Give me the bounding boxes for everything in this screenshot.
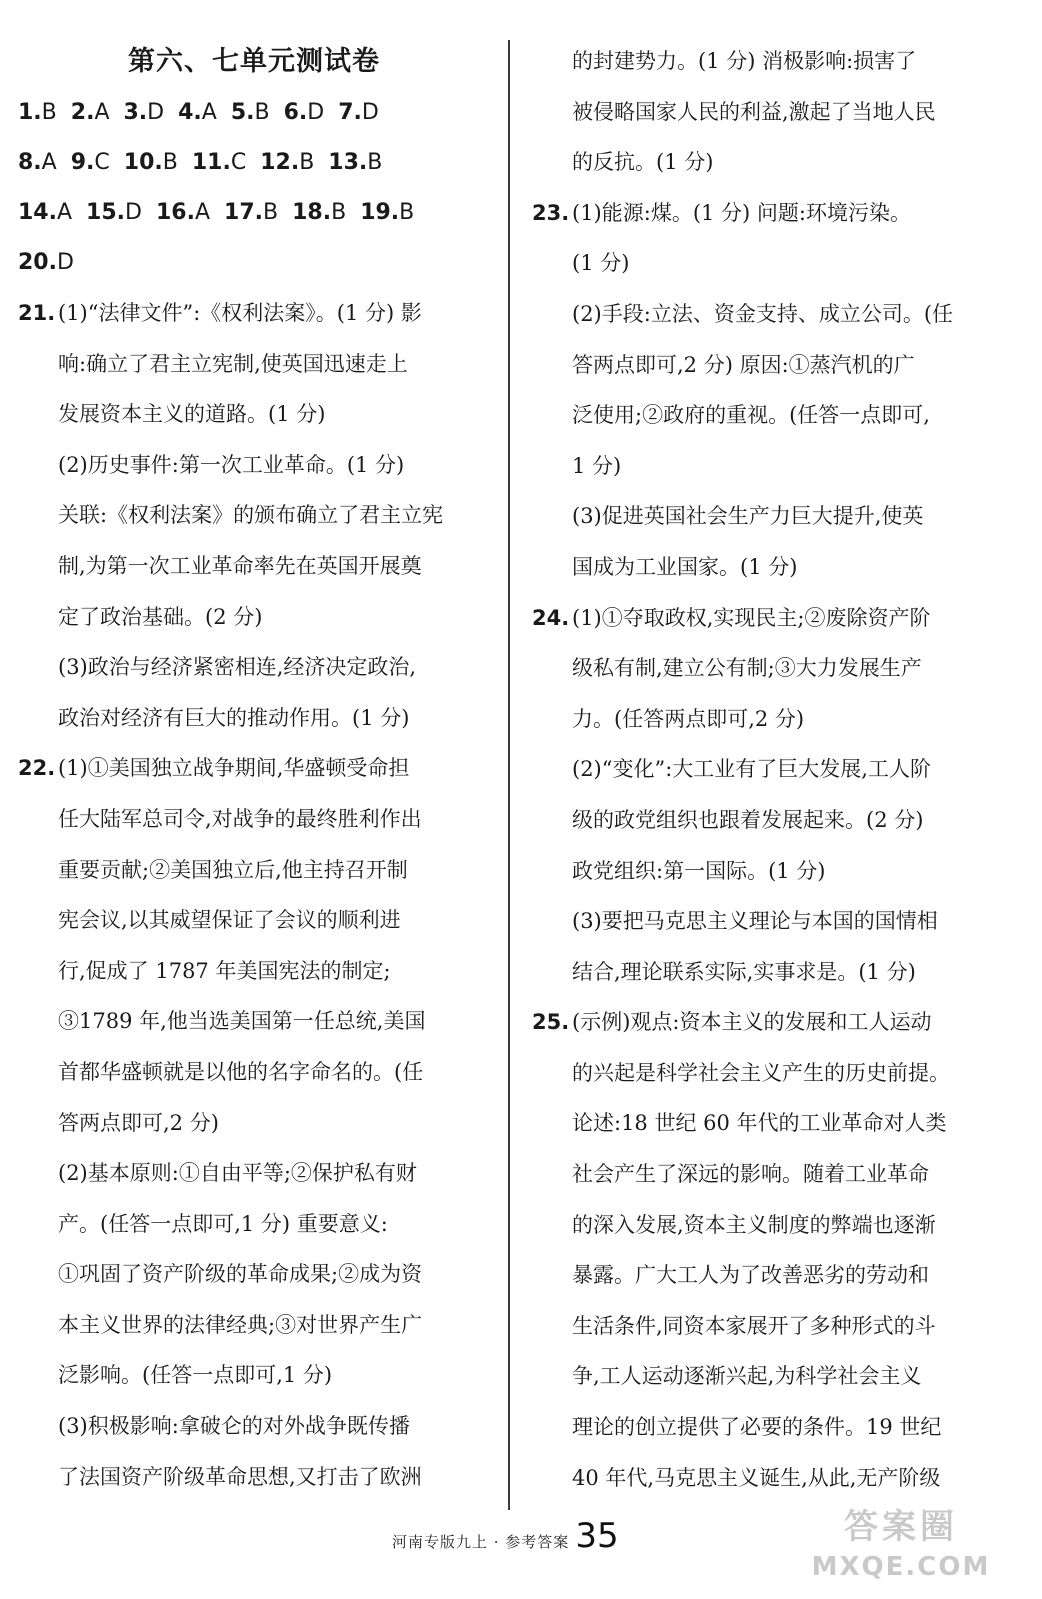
mc-answer: A bbox=[56, 200, 73, 225]
answer-line bbox=[18, 1452, 490, 1503]
mc-item bbox=[260, 138, 314, 188]
answer-text: (2)“变化”:大工业有了巨大发展,工人阶 bbox=[572, 757, 931, 782]
mc-item bbox=[224, 188, 278, 238]
question-number: 23. bbox=[532, 200, 570, 225]
mc-item bbox=[360, 188, 414, 238]
answer-line bbox=[532, 846, 1008, 897]
answer-text: 1 分) bbox=[572, 453, 622, 478]
answer-text: 结合,理论联系实际,实事求是。(1 分) bbox=[572, 959, 916, 984]
mc-answer: C bbox=[94, 150, 110, 175]
multiple-choice-answers bbox=[18, 88, 490, 288]
mc-item bbox=[124, 88, 165, 138]
answer-line bbox=[532, 795, 1008, 846]
answer-line bbox=[532, 1453, 1008, 1504]
watermark-bottom: MXQE.COM bbox=[811, 1552, 991, 1582]
mc-item bbox=[338, 88, 379, 138]
answer-text: (2)历史事件:第一次工业革命。(1 分) bbox=[58, 452, 405, 477]
answer-text: (3)积极影响:拿破仑的对外战争既传播 bbox=[58, 1414, 410, 1439]
mc-item bbox=[231, 88, 270, 138]
mc-answer: A bbox=[94, 100, 110, 125]
answer-line bbox=[18, 1401, 490, 1452]
answer-text: 论述:18 世纪 60 年代的工业革命对人类 bbox=[572, 1111, 947, 1136]
page-title: 第六、七单元测试卷 bbox=[128, 46, 380, 77]
answer-line bbox=[18, 845, 490, 896]
answer-text: 首都华盛顿就是以他的名字命名的。(任 bbox=[58, 1059, 424, 1084]
answer-line bbox=[532, 137, 1008, 188]
answer-text: (1)“法律文件”:《权利法案》。(1 分) 影 bbox=[58, 301, 422, 325]
mc-number: 2. bbox=[70, 100, 95, 125]
answer-line bbox=[532, 238, 1008, 289]
answer-text: 关联:《权利法案》的颁布确立了君主立宪 bbox=[58, 503, 444, 528]
mc-number: 13. bbox=[328, 150, 368, 175]
mc-item bbox=[156, 188, 210, 238]
answer-text: (2)手段:立法、资金支持、成立公司。(任 bbox=[572, 301, 954, 326]
mc-number: 1. bbox=[18, 100, 42, 125]
answer-text: 政党组织:第一国际。(1 分) bbox=[572, 858, 826, 883]
question-number: 24. bbox=[532, 605, 570, 630]
mc-item bbox=[178, 88, 217, 138]
answer-line bbox=[18, 490, 490, 541]
mc-answer: B bbox=[254, 100, 270, 125]
answer-text: 理论的创立提供了必要的条件。19 世纪 bbox=[572, 1415, 942, 1440]
mc-answer: A bbox=[194, 200, 211, 225]
answer-text: 产。(任答一点即可,1 分) 重要意义: bbox=[58, 1211, 388, 1236]
mc-answer: B bbox=[331, 200, 347, 225]
answer-line bbox=[18, 1350, 490, 1401]
answer-text: (1)①美国独立战争期间,华盛顿受命担 bbox=[58, 756, 410, 781]
answer-line bbox=[532, 289, 1008, 340]
right-answer-lines bbox=[532, 36, 1008, 1503]
mc-number: 3. bbox=[123, 100, 148, 125]
footer-label: 河南专版九上 · 参考答案 bbox=[392, 1533, 570, 1551]
answer-line bbox=[18, 592, 490, 643]
answer-text: (3)政治与经济紧密相连,经济决定政治, bbox=[58, 655, 417, 680]
answer-text: 社会产生了深远的影响。随着工业革命 bbox=[572, 1162, 929, 1187]
answer-line bbox=[532, 896, 1008, 947]
answer-text: 的封建势力。(1 分) 消极影响:损害了 bbox=[572, 49, 917, 73]
answer-text: 级的政党组织也跟着发展起来。(2 分) bbox=[572, 807, 924, 832]
mc-item bbox=[328, 138, 382, 188]
mc-row bbox=[18, 188, 490, 238]
mc-answer: C bbox=[230, 150, 247, 175]
mc-item bbox=[86, 188, 142, 238]
answer-text: (示例)观点:资本主义的发展和工人运动 bbox=[572, 1010, 932, 1035]
answer-line bbox=[532, 390, 1008, 441]
answer-line bbox=[532, 340, 1008, 391]
mc-item bbox=[18, 88, 57, 138]
answer-line bbox=[18, 440, 490, 491]
answer-text: 争,工人运动逐渐兴起,为科学社会主义 bbox=[572, 1364, 922, 1389]
answer-line bbox=[532, 1098, 1008, 1149]
mc-answer: D bbox=[361, 100, 379, 125]
mc-answer: B bbox=[263, 200, 279, 225]
answer-text: 暴露。广大工人为了改善恶劣的劳动和 bbox=[572, 1263, 929, 1288]
answer-text: (1 分) bbox=[572, 251, 630, 276]
mc-number: 19. bbox=[360, 200, 400, 225]
answer-text: 级私有制,建立公有制;③大力发展生产 bbox=[572, 656, 922, 681]
answer-text: 发展资本主义的道路。(1 分) bbox=[58, 402, 326, 427]
answer-line bbox=[532, 36, 1008, 87]
answer-text: 答两点即可,2 分) bbox=[58, 1110, 219, 1135]
answer-text: 政治对经济有巨大的推动作用。(1 分) bbox=[58, 705, 410, 730]
answer-text: (1)①夺取政权,实现民主;②废除资产阶 bbox=[572, 605, 931, 630]
question-number: 21. bbox=[18, 301, 56, 325]
answer-line bbox=[18, 794, 490, 845]
mc-number: 17. bbox=[224, 200, 264, 225]
answer-text: 重要贡献;②美国独立后,他主持召开制 bbox=[58, 857, 408, 882]
answer-line bbox=[532, 1301, 1008, 1352]
answer-line bbox=[18, 541, 490, 592]
mc-row bbox=[18, 238, 490, 288]
mc-number: 20. bbox=[18, 250, 57, 275]
mc-item bbox=[71, 88, 110, 138]
mc-number: 7. bbox=[338, 100, 362, 125]
mc-answer: B bbox=[367, 150, 383, 175]
answer-line bbox=[532, 491, 1008, 542]
answer-text: 力。(任答两点即可,2 分) bbox=[572, 706, 805, 731]
answer-line bbox=[532, 1250, 1008, 1301]
answer-line bbox=[18, 743, 490, 794]
watermark-top: 答案圈 bbox=[844, 1507, 958, 1547]
mc-item bbox=[18, 188, 72, 238]
mc-item bbox=[18, 238, 74, 288]
mc-answer: B bbox=[41, 100, 57, 125]
answer-line bbox=[532, 1048, 1008, 1099]
answer-line bbox=[18, 1199, 490, 1250]
answer-text: 40 年代,马克思主义诞生,从此,无产阶级 bbox=[572, 1465, 941, 1490]
answer-text: 定了政治基础。(2 分) bbox=[58, 604, 263, 629]
answer-text: (3)要把马克思主义理论与本国的国情相 bbox=[572, 909, 938, 934]
answer-text: 任大陆军总司令,对战争的最终胜利作出 bbox=[58, 806, 422, 831]
mc-answer: A bbox=[41, 150, 57, 175]
answer-text: (1)能源:煤。(1 分) 问题:环境污染。 bbox=[572, 200, 911, 225]
answer-text: ①巩固了资产阶级的革命成果;②成为资 bbox=[58, 1262, 423, 1287]
question-number: 22. bbox=[18, 756, 56, 781]
mc-item bbox=[292, 188, 346, 238]
answer-line bbox=[532, 694, 1008, 745]
mc-number: 6. bbox=[283, 100, 308, 125]
mc-item bbox=[18, 138, 57, 188]
mc-number: 10. bbox=[123, 150, 163, 175]
mc-number: 4. bbox=[178, 100, 202, 125]
left-column bbox=[18, 36, 490, 1502]
mc-answer: D bbox=[125, 200, 142, 225]
answer-text: 的兴起是科学社会主义产生的历史前提。 bbox=[572, 1060, 950, 1085]
answer-line bbox=[532, 643, 1008, 694]
mc-number: 15. bbox=[86, 200, 126, 225]
mc-number: 14. bbox=[18, 200, 57, 225]
answer-line bbox=[18, 339, 490, 390]
answer-text: 行,促成了 1787 年美国宪法的制定; bbox=[58, 958, 391, 983]
answer-line bbox=[18, 946, 490, 997]
mc-number: 8. bbox=[18, 150, 42, 175]
mc-item bbox=[284, 88, 325, 138]
answer-text: 答两点即可,2 分) 原因:①蒸汽机的广 bbox=[572, 352, 915, 377]
answer-text: (2)基本原则:①自由平等;②保护私有财 bbox=[58, 1161, 417, 1186]
answer-line bbox=[532, 1200, 1008, 1251]
answer-line bbox=[532, 542, 1008, 593]
answer-line bbox=[532, 744, 1008, 795]
answer-line bbox=[18, 1249, 490, 1300]
mc-number: 5. bbox=[230, 100, 255, 125]
page-number: 35 bbox=[575, 1516, 619, 1556]
answer-text: 的深入发展,资本主义制度的弊端也逐渐 bbox=[572, 1212, 936, 1237]
answer-text: 泛影响。(任答一点即可,1 分) bbox=[58, 1363, 333, 1388]
mc-number: 9. bbox=[70, 150, 95, 175]
answer-line bbox=[18, 1300, 490, 1351]
answer-text: 制,为第一次工业革命率先在英国开展奠 bbox=[58, 553, 422, 578]
mc-row bbox=[18, 88, 490, 138]
mc-number: 16. bbox=[155, 200, 195, 225]
answer-text: 生活条件,同资本家展开了多种形式的斗 bbox=[572, 1313, 936, 1338]
page-footer bbox=[392, 1516, 619, 1566]
column-divider bbox=[508, 40, 510, 1510]
answer-line bbox=[18, 1047, 490, 1098]
answer-text: 了法国资产阶级革命思想,又打击了欧洲 bbox=[58, 1464, 422, 1489]
watermark-logo bbox=[774, 1504, 1028, 1592]
answer-line bbox=[18, 288, 490, 339]
answer-line bbox=[532, 87, 1008, 138]
answer-line bbox=[18, 1148, 490, 1199]
answer-text: 国成为工业国家。(1 分) bbox=[572, 554, 798, 579]
question-number: 25. bbox=[532, 1010, 570, 1035]
mc-answer: D bbox=[147, 100, 165, 125]
mc-number: 12. bbox=[260, 150, 300, 175]
left-answer-lines bbox=[18, 288, 490, 1502]
answer-line bbox=[532, 593, 1008, 644]
mc-answer: B bbox=[299, 150, 315, 175]
mc-answer: D bbox=[56, 250, 74, 275]
answer-text: 本主义世界的法律经典;③对世界产生广 bbox=[58, 1312, 423, 1337]
mc-answer: B bbox=[162, 150, 178, 175]
mc-item bbox=[192, 138, 246, 188]
answer-text: 被侵略国家人民的利益,激起了当地人民 bbox=[572, 99, 936, 124]
answer-line bbox=[18, 693, 490, 744]
answer-text: 宪会议,以其威望保证了会议的顺利进 bbox=[58, 908, 401, 933]
mc-number: 18. bbox=[292, 200, 332, 225]
answer-line bbox=[532, 441, 1008, 492]
answer-text: (3)促进英国社会生产力巨大提升,使英 bbox=[572, 504, 924, 529]
right-column bbox=[532, 36, 1008, 1503]
answer-line bbox=[532, 1402, 1008, 1453]
mc-answer: D bbox=[307, 100, 325, 125]
mc-number: 11. bbox=[191, 150, 231, 175]
answer-text: 响:确立了君主立宪制,使英国迅速走上 bbox=[58, 351, 408, 376]
mc-row bbox=[18, 138, 490, 188]
answer-line bbox=[532, 188, 1008, 239]
mc-answer: B bbox=[399, 200, 415, 225]
answer-text: 的反抗。(1 分) bbox=[572, 150, 714, 175]
answer-line bbox=[18, 389, 490, 440]
answer-text: ③1789 年,他当选美国第一任总统,美国 bbox=[58, 1009, 426, 1034]
answer-line bbox=[532, 1149, 1008, 1200]
mc-item bbox=[71, 138, 110, 188]
mc-item bbox=[124, 138, 178, 188]
answer-line bbox=[532, 997, 1008, 1048]
answer-line bbox=[532, 1351, 1008, 1402]
answer-text: 泛使用;②政府的重视。(任答一点即可, bbox=[572, 403, 930, 428]
answer-line bbox=[18, 996, 490, 1047]
answer-line bbox=[18, 642, 490, 693]
answer-line bbox=[18, 1098, 490, 1149]
answer-line bbox=[18, 895, 490, 946]
mc-answer: A bbox=[201, 100, 217, 125]
answer-line bbox=[532, 947, 1008, 998]
